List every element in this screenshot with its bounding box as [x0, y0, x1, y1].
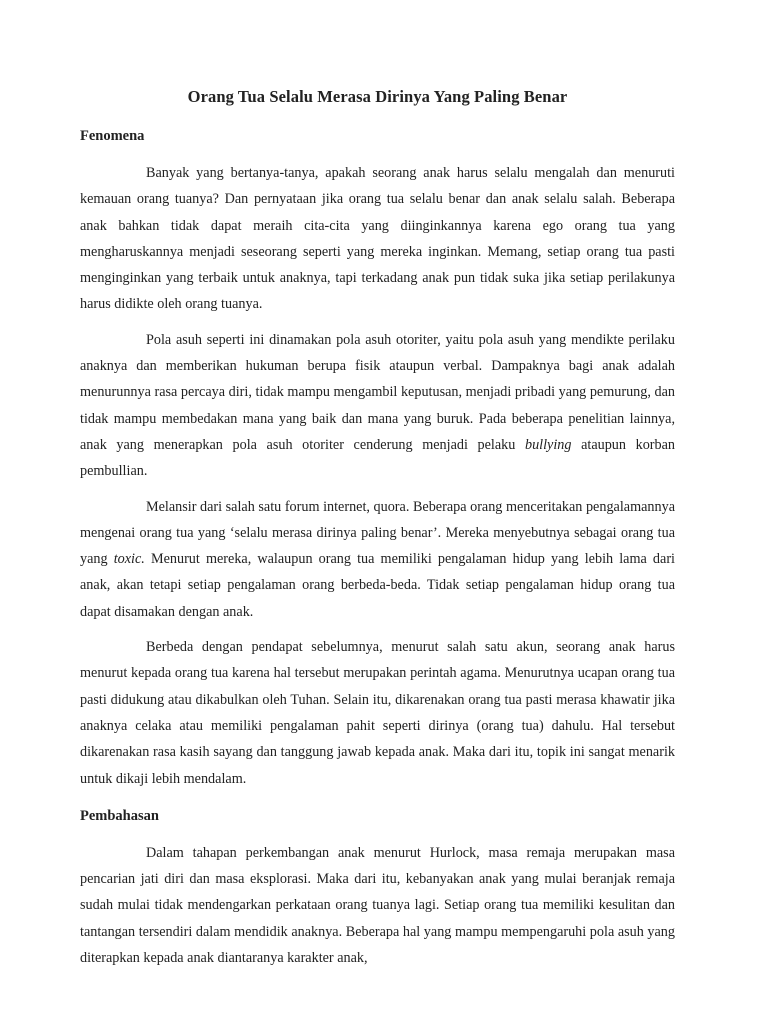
paragraph-fenomena-2 [80, 327, 675, 485]
paragraph-fenomena-4: Berbeda dengan pendapat sebelumnya, menurut salah satu akun, seorang anak harus menurut kepada orang tua karena hal tersebut merupakan perintah agama. Menurutnya ucapan orang tua pasti didukung atau dikabulkan oleh Tuhan. Selain itu, dikarenakan orang tua pasti merasa khawatir jika anaknya celaka atau memiliki pengalaman pahit seperti dirinya (orang tua) dahulu. Hal tersebut dikarenakan rasa kasih sayang dan tanggung jawab kepada anak. Maka dari itu, topik ini sangat menarik untuk dikaji lebih mendalam. [80, 639, 675, 787]
italic-term-toxic: toxic. [113, 551, 145, 568]
paragraph-fenomena-1: Banyak yang bertanya-tanya, apakah seorang anak harus selalu mengalah dan menuruti kemauan orang tuanya? Dan pernyataan jika orang tua selalu benar dan anak selalu salah. Beberapa anak bahkan tidak dapat meraih cita-cita yang diinginkannya karena ego orang tua yang mengharuskannya menjadi seseorang seperti yang mereka inginkan. Memang, setiap orang tua pasti menginginkan yang terbaik untuk anaknya, tapi terkadang anak pun tidak suka jika setiap perilakunya harus didikte oleh orang tuanya. [80, 165, 675, 313]
section-heading-pembahasan: Pembahasan [80, 807, 159, 824]
paragraph-text: Menurut mereka, walaupun orang tua memiliki pengalaman hidup yang lebih lama dari anak, akan tetapi setiap pengalaman orang berbeda-beda. Tidak setiap pengalaman hidup orang tua dapat disamakan dengan anak. [80, 551, 675, 620]
document-page [80, 86, 675, 980]
paragraph-pembahasan-1: Dalam tahapan perkembangan anak menurut Hurlock, masa remaja merupakan masa pencarian jati diri dan masa eksplorasi. Maka dari itu, kebanyakan anak yang mulai beranjak remaja sudah mulai tidak mendengarkan perkataan orang tuanya lagi. Setiap orang tua memiliki kesulitan dan tantangan tersendiri dalam mendidik anaknya. Beberapa hal yang mampu mempengaruhi pola asuh yang diterapkan kepada anak diantaranya karakter anak, [80, 844, 675, 967]
section-heading-fenomena: Fenomena [80, 128, 145, 144]
paragraph-text: ataupun korban pembullian. [80, 436, 675, 480]
document-title: Orang Tua Selalu Merasa Dirinya Yang Paling Benar [187, 87, 568, 106]
paragraph-fenomena-3 [80, 494, 675, 625]
paragraph-text: Melansir dari salah satu forum internet, quora. Beberapa orang menceritakan pengalamannya mengenai orang tua yang ‘selalu merasa dirinya paling benar’. Mereka menyebutnya sebagai orang tua yang [80, 498, 675, 568]
italic-term-bullying: bullying [524, 436, 572, 453]
paragraph-text: Pola asuh seperti ini dinamakan pola asuh otoriter, yaitu pola asuh yang mendikte perilaku anaknya dan memberikan hukuman berupa fisik ataupun verbal. Dampaknya bagi anak adalah menurunnya rasa percaya diri, tidak mampu mengambil keputusan, menjadi pribadi yang pemurung, dan tidak mampu membedakan mana yang baik dan mana yang buruk. Pada beberapa penelitian lainnya, anak yang menerapkan pola asuh otoriter cenderung menjadi pelaku [80, 331, 675, 453]
